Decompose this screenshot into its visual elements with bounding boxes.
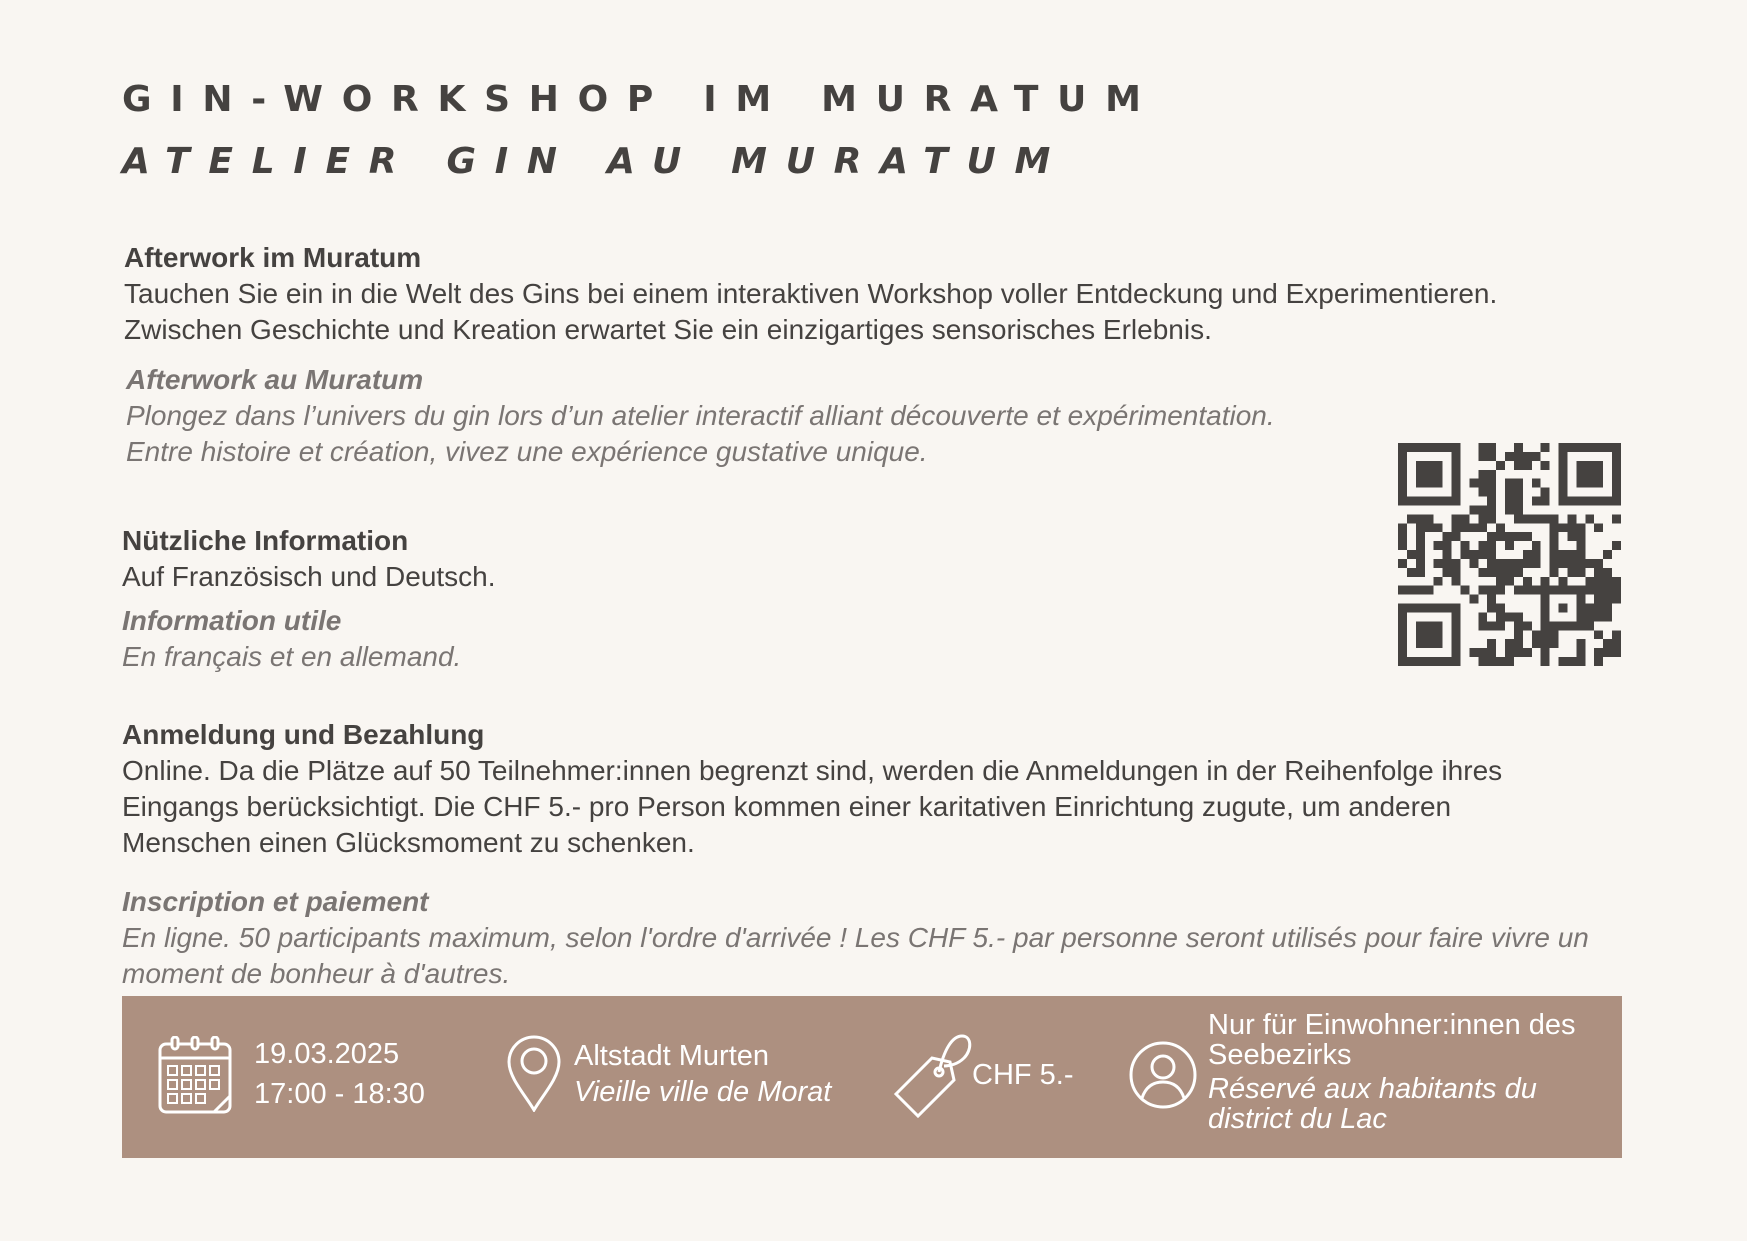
calendar-icon bbox=[158, 1036, 232, 1114]
info-german bbox=[122, 523, 1322, 595]
registration-line2-de: Eingangs berücksichtigt. Die CHF 5.- pro Person kommen einer karitativen Einrichtung zugute, um anderen bbox=[122, 791, 1452, 822]
registration-line3-de: Menschen einen Glücksmoment zu schenken. bbox=[122, 827, 695, 858]
event-price: CHF 5.- bbox=[972, 1059, 1074, 1091]
audience-german-line2: Seebezirks bbox=[1208, 1039, 1352, 1071]
location-pin-icon bbox=[506, 1034, 562, 1112]
audience-french-line2: district du Lac bbox=[1208, 1103, 1387, 1135]
info-heading-de: Nützliche Information bbox=[122, 525, 409, 556]
qr-code[interactable] bbox=[1398, 443, 1621, 666]
info-heading-fr: Information utile bbox=[122, 605, 342, 636]
registration-german bbox=[122, 717, 1642, 861]
registration-line1-de: Online. Da die Plätze auf 50 Teilnehmer:innen begrenzt sind, werden die Anmeldungen in der Reihenfolge ihres bbox=[122, 755, 1503, 786]
registration-line2-fr: moment de bonheur à d'autres. bbox=[122, 958, 511, 989]
info-bar bbox=[122, 996, 1622, 1158]
event-location bbox=[574, 1040, 831, 1108]
qr-code-image bbox=[1398, 443, 1621, 666]
audience-french-line1: Réservé aux habitants du bbox=[1208, 1073, 1537, 1105]
intro-heading-de: Afterwork im Muratum bbox=[124, 242, 422, 273]
intro-german bbox=[124, 240, 1644, 348]
intro-line1-de: Tauchen Sie ein in die Welt des Gins bei einem interaktiven Workshop voller Entdeckung und Experimentieren. bbox=[124, 278, 1498, 309]
registration-french bbox=[122, 884, 1652, 992]
title-french: ATELIER GIN AU MURATUM bbox=[122, 141, 1070, 182]
event-datetime bbox=[254, 1038, 425, 1110]
registration-heading-fr: Inscription et paiement bbox=[122, 886, 429, 917]
location-french: Vieille ville de Morat bbox=[574, 1076, 832, 1108]
intro-line2-fr: Entre histoire et création, vivez une expérience gustative unique. bbox=[126, 436, 928, 467]
registration-heading-de: Anmeldung und Bezahlung bbox=[122, 719, 485, 750]
location-german: Altstadt Murten bbox=[574, 1040, 770, 1072]
event-audience bbox=[1208, 1010, 1576, 1134]
event-date: 19.03.2025 bbox=[254, 1038, 400, 1070]
event-time: 17:00 - 18:30 bbox=[254, 1078, 425, 1110]
info-text-fr: En français et en allemand. bbox=[122, 641, 462, 672]
registration-line1-fr: En ligne. 50 participants maximum, selon l'ordre d'arrivée ! Les CHF 5.- par personne seront utilisés pour faire vivre un bbox=[122, 922, 1589, 953]
person-icon bbox=[1128, 1040, 1198, 1110]
info-text-de: Auf Französisch und Deutsch. bbox=[122, 561, 496, 592]
audience-german-line1: Nur für Einwohner:innen des bbox=[1208, 1009, 1576, 1041]
info-french bbox=[122, 603, 1322, 675]
title-german: GIN-WORKSHOP IM MURATUM bbox=[122, 79, 1160, 120]
intro-line1-fr: Plongez dans l’univers du gin lors d’un atelier interactif alliant découverte et expérimentation. bbox=[126, 400, 1275, 431]
intro-heading-fr: Afterwork au Muratum bbox=[126, 364, 424, 395]
intro-line2-de: Zwischen Geschichte und Kreation erwartet Sie ein einzigartiges sensorisches Erlebnis. bbox=[124, 314, 1212, 345]
price-tag-icon bbox=[892, 1032, 974, 1120]
